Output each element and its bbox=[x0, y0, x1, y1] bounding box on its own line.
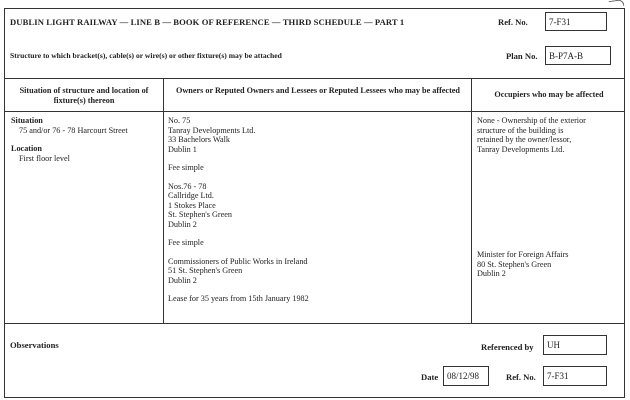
plan-value-box: B-P7A-B bbox=[545, 46, 611, 65]
occupier-line: Minister for Foreign Affairs bbox=[477, 250, 569, 259]
owner-line: Nos.76 - 78 bbox=[168, 181, 207, 191]
owner-line: Fee simple bbox=[168, 163, 204, 172]
document-subtitle: Structure to which bracket(s), cable(s) or wire(s) or other fixture(s) may be attached bbox=[10, 51, 282, 60]
owner-line: St. Stephen's Green bbox=[168, 210, 233, 219]
owner-line: No. 75 bbox=[168, 116, 191, 125]
owner-line: 33 Bachelors Walk bbox=[168, 135, 230, 144]
table-bottom-line bbox=[4, 323, 625, 324]
owner-line: Tanray Developments Ltd. bbox=[168, 125, 256, 135]
owner-line: Dublin 1 bbox=[168, 144, 197, 154]
occupier-line: retained by the owner/lessor, bbox=[477, 135, 572, 144]
occupier-line: Dublin 2 bbox=[477, 269, 506, 278]
owner-line: Lease for 35 years from 15th January 1982 bbox=[168, 294, 309, 303]
owner-line: Commissioners of Public Works in Ireland bbox=[168, 256, 308, 266]
column-header-owners: Owners or Reputed Owners and Lessees or Reputed Lessees who may be affected bbox=[176, 86, 460, 95]
occupier-line: Tanray Developments Ltd. bbox=[477, 144, 565, 154]
table-top-line bbox=[4, 78, 625, 79]
owners-cell bbox=[168, 116, 468, 304]
date-label: Date bbox=[421, 372, 439, 382]
observations-label: Observations bbox=[10, 340, 59, 350]
page-corner-mark bbox=[609, 0, 625, 8]
occupier-line: None - Ownership of the exterior bbox=[477, 116, 586, 125]
location-value: First floor level bbox=[19, 153, 70, 163]
referenced-by-box: UH bbox=[543, 335, 607, 355]
column-divider-1 bbox=[163, 78, 164, 323]
ref-value-box: 7-F31 bbox=[545, 12, 607, 31]
occupiers-cell-bottom bbox=[477, 250, 623, 279]
column-divider-2 bbox=[471, 78, 472, 323]
owner-line: Callridge Ltd. bbox=[168, 191, 214, 200]
occupier-line: 80 St. Stephen's Green bbox=[477, 259, 552, 269]
situation-cell bbox=[11, 116, 161, 163]
situation-label: Situation bbox=[11, 116, 43, 125]
owner-line: 1 Stokes Place bbox=[168, 200, 216, 210]
owner-line: 51 St. Stephen's Green bbox=[168, 266, 243, 275]
footer-ref-label: Ref. No. bbox=[506, 372, 536, 382]
column-header-situation: Situation of structure and location of fixture(s) thereon bbox=[19, 86, 149, 105]
occupiers-cell-top bbox=[477, 116, 623, 154]
referenced-by-label: Referenced by bbox=[481, 342, 534, 352]
footer-ref-box: 7-F31 bbox=[543, 366, 607, 386]
situation-value: 75 and/or 76 - 78 Harcourt Street bbox=[19, 125, 128, 135]
owner-line: Fee simple bbox=[168, 238, 204, 247]
column-header-occupiers: Occupiers who may be affected bbox=[494, 90, 604, 99]
document-title: DUBLIN LIGHT RAILWAY — LINE B — BOOK OF REFERENCE — THIRD SCHEDULE — PART 1 bbox=[10, 17, 405, 27]
occupier-line: structure of the building is bbox=[477, 125, 564, 135]
owner-line: Dublin 2 bbox=[168, 275, 197, 285]
table-header-line bbox=[4, 111, 625, 112]
plan-label: Plan No. bbox=[506, 51, 538, 61]
location-label: Location bbox=[11, 144, 42, 153]
ref-label: Ref. No. bbox=[498, 17, 528, 27]
date-box: 08/12/98 bbox=[443, 366, 489, 386]
owner-line: Dublin 2 bbox=[168, 219, 197, 229]
